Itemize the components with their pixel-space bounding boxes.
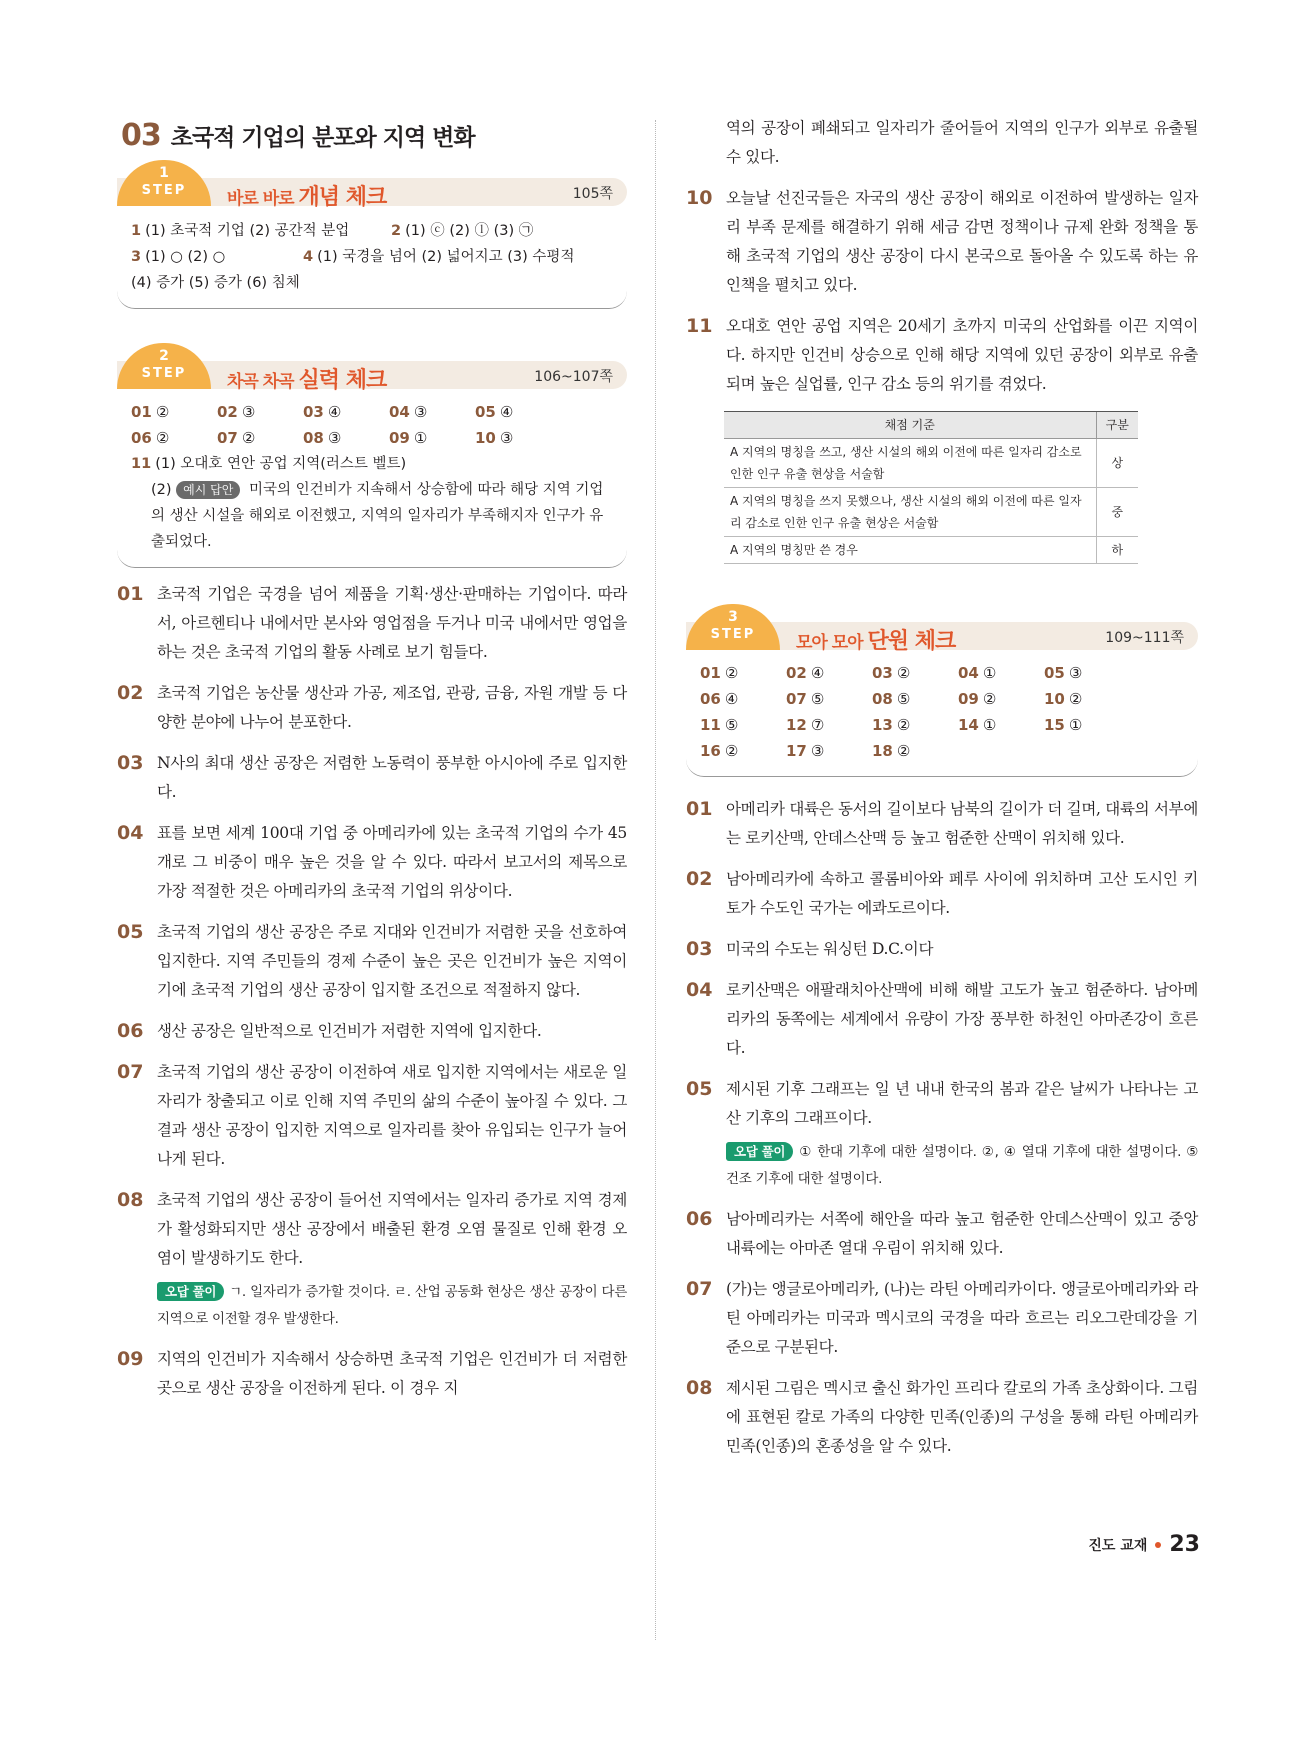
step3-title: [796, 624, 955, 655]
wrong-answer-text: ㄱ. 일자리가 증가할 것이다. ㄹ. 산업 공동화 현상은 생산 공장이 다른 지역으로 이전할 경우 발생한다.: [157, 1284, 627, 1327]
left-column: [117, 118, 627, 1403]
answer-item: [700, 738, 786, 764]
explanation-item: [686, 865, 1198, 923]
answer-value: ②: [896, 664, 911, 682]
explanation-item: [686, 1275, 1198, 1362]
item-text: [157, 679, 627, 737]
answer-item: [786, 712, 872, 738]
answer-number: 03: [872, 664, 893, 682]
step3-label: STEP: [710, 627, 756, 642]
answer-item: [217, 399, 303, 425]
answer-item: [391, 218, 533, 244]
answer-number: 08: [872, 690, 893, 708]
step2-title-prefix: 차곡 차곡: [227, 372, 294, 392]
item-number: 04: [686, 979, 713, 1001]
answer-text: (4) 증가 (5) 증가 (6) 침체: [131, 275, 300, 291]
step2-answer-grid: [131, 399, 617, 451]
item-number: 06: [117, 1020, 144, 1042]
answer-item: [131, 399, 217, 425]
step1-answers: [117, 206, 627, 309]
answer-number: 12: [786, 716, 807, 734]
answer-item: [131, 244, 303, 270]
page-footer: [1088, 1532, 1200, 1557]
step1-label: STEP: [141, 183, 187, 198]
item-number: 06: [686, 1208, 713, 1230]
step3-number: 3: [728, 609, 738, 625]
answer-line: [131, 218, 617, 244]
blank-number: [686, 114, 726, 172]
answer-item: [131, 218, 391, 244]
item-body: 남아메리카는 서쪽에 해안을 따라 높고 험준한 안데스산맥이 있고 중앙 내륙에는 아마존 열대 우림이 위치해 있다.: [726, 1210, 1198, 1257]
explanation-item: [686, 976, 1198, 1063]
step2-badge: [117, 343, 211, 389]
answer-value: ④: [810, 664, 825, 682]
example-answer-tag: 예시 답안: [176, 481, 240, 499]
answer-number: 14: [958, 716, 979, 734]
item-body: N사의 최대 생산 공장은 저렴한 노동력이 풍부한 아시아에 주로 입지한다.: [157, 754, 627, 801]
answer-number: 07: [217, 429, 238, 447]
item-number: 03: [117, 752, 144, 774]
item-text: [726, 795, 1198, 853]
grading-grade: 하: [1096, 537, 1138, 564]
grading-header-grade: 구분: [1096, 412, 1138, 439]
answer-number: 2: [391, 223, 402, 239]
item-body: 제시된 그림은 멕시코 출신 화가인 프리다 칼로의 가족 초상화이다. 그림에 표현된 칼로 가족의 다양한 민족(인종)의 구성을 통해 라틴 아메리카 민족(인종)의 혼종성을 알 수 있다.: [726, 1379, 1198, 1455]
answer-item: [872, 660, 958, 686]
answer-number: 3: [131, 249, 142, 265]
left-explanations: [117, 580, 627, 1403]
item-text: [157, 1186, 627, 1333]
answer-text: (1) 초국적 기업 (2) 공간적 분업: [145, 223, 350, 239]
item-number: 01: [686, 798, 713, 820]
step1-number: 1: [159, 165, 169, 181]
step3-title-bold: 단원 체크: [867, 629, 956, 654]
answer-value: ①: [1068, 716, 1083, 734]
wrong-answer-note: [726, 1139, 1198, 1193]
wrong-answer-note: [157, 1279, 627, 1333]
item-number: 05: [117, 921, 144, 943]
item-text: [726, 976, 1198, 1063]
step3-page: 109~111쪽: [1105, 630, 1184, 646]
answer-item: [131, 425, 217, 451]
explanation-item: [117, 918, 627, 1005]
answer-number: 09: [389, 429, 410, 447]
answer-value: ③: [1068, 664, 1083, 682]
answer-number: 06: [131, 429, 152, 447]
answer-text: (1) ⓒ (2) ⓛ (3) ㉠: [405, 223, 534, 239]
step3-box: [686, 609, 1198, 777]
answer-number: 02: [217, 403, 238, 421]
answer-item: [475, 399, 561, 425]
q11-line1: [131, 451, 617, 477]
item-body: 아메리카 대륙은 동서의 길이보다 남북의 길이가 더 길며, 대륙의 서부에는 로키산맥, 안데스산맥 등 높고 험준한 산맥이 위치해 있다.: [726, 800, 1198, 847]
answer-item: [217, 425, 303, 451]
step1-title-prefix: 바로 바로: [227, 189, 294, 209]
answer-number: 05: [475, 403, 496, 421]
item-text: [726, 184, 1198, 300]
answer-value: ⑤: [724, 716, 739, 734]
item-number: 07: [117, 1061, 144, 1083]
item-text: [157, 819, 627, 906]
answer-number: 16: [700, 742, 721, 760]
item-body: 남아메리카에 속하고 콜롬비아와 페루 사이에 위치하며 고산 도시인 키토가 수도인 국가는 에콰도르이다.: [726, 870, 1198, 917]
step2-header: [117, 348, 627, 393]
right-explanations: [686, 184, 1198, 399]
answer-item: [700, 660, 786, 686]
footer-label: 진도 교재: [1088, 1537, 1148, 1554]
answer-item: [389, 399, 475, 425]
item-number: 09: [117, 1348, 144, 1370]
item-body: 초국적 기업은 국경을 넘어 제품을 기획·생산·판매하는 기업이다. 따라서, 아르헨티나 내에서만 본사와 영업점을 두거나 미국 내에서만 영업을 하는 것은 초국적 기업의 활동 사례로 보기 힘들다.: [157, 585, 627, 661]
wrong-answer-tag: 오답 풀이: [726, 1142, 793, 1161]
answer-number: 17: [786, 742, 807, 760]
item-body: 지역의 인건비가 지속해서 상승하면 초국적 기업은 인건비가 더 저렴한 곳으로 생산 공장을 이전하게 된다. 이 경우 지: [157, 1350, 627, 1397]
item-number: 07: [686, 1278, 713, 1300]
answer-value: ②: [724, 664, 739, 682]
continued-item: [686, 114, 1198, 172]
answer-item: [303, 244, 574, 270]
answer-number: 02: [786, 664, 807, 682]
item-number: 01: [117, 583, 144, 605]
explanation-item: [117, 679, 627, 737]
item-number: 04: [117, 822, 144, 844]
table-row: [724, 488, 1138, 537]
item-body: 초국적 기업의 생산 공장은 주로 지대와 인건비가 저렴한 곳을 선호하여 입지한다. 지역 주민들의 경제 수준이 높은 곳은 인건비가 높은 지역이기에 초국적 기업의 생산 공장이 입지할 조건으로 적절하지 않다.: [157, 923, 627, 999]
explanation-item: [117, 819, 627, 906]
answer-value: ③: [810, 742, 825, 760]
explanation-item: [117, 1186, 627, 1333]
explanation-item: [686, 1374, 1198, 1461]
step2-label: STEP: [141, 366, 187, 381]
explanation-item: [117, 1017, 627, 1046]
right-explanations-2: [686, 795, 1198, 1461]
explanation-item: [117, 580, 627, 667]
answer-value: ②: [155, 429, 170, 447]
grading-header-criteria: 채점 기준: [724, 412, 1096, 439]
item-number: 02: [117, 682, 144, 704]
answer-number: 04: [958, 664, 979, 682]
table-row: [724, 439, 1138, 488]
answer-item: [786, 686, 872, 712]
continued-text: 역의 공장이 폐쇄되고 일자리가 줄어들어 지역의 인구가 외부로 유출될 수 있다.: [726, 119, 1198, 166]
step3-header: [686, 609, 1198, 654]
answer-value: ⑦: [810, 716, 825, 734]
answer-number: 01: [700, 664, 721, 682]
answer-value: ②: [724, 742, 739, 760]
explanation-item: [686, 184, 1198, 300]
item-text: [726, 1205, 1198, 1263]
grading-table: [724, 411, 1138, 564]
answer-number: 04: [389, 403, 410, 421]
step2-answers: [117, 389, 627, 568]
item-body: 초국적 기업은 농산물 생산과 가공, 제조업, 관광, 금융, 자원 개발 등 다양한 분야에 나누어 분포한다.: [157, 684, 627, 731]
item-body: 초국적 기업의 생산 공장이 이전하여 새로 입지한 지역에서는 새로운 일자리가 창출되고 이로 인해 지역 주민의 삶의 수준이 높아질 수 있다. 그 결과 생산 공장이 입지한 지역으로 일자리를 찾아 유입되는 인구가 늘어나게 된다.: [157, 1063, 627, 1168]
answer-value: ③: [327, 429, 342, 447]
item-text: [157, 1058, 627, 1174]
answer-value: ②: [982, 690, 997, 708]
q11-sub-prefix: (2): [151, 482, 172, 498]
answer-number: 4: [303, 249, 314, 265]
wrong-answer-tag: 오답 풀이: [157, 1282, 224, 1301]
explanation-item: [686, 1075, 1198, 1193]
q11-answer-2: 미국의 인건비가 지속해서 상승함에 따라 해당 지역 기업의 생산 시설을 해외로 이전했고, 지역의 일자리가 부족해지자 인구가 유출되었다.: [151, 482, 604, 550]
explanation-item: [686, 935, 1198, 964]
answer-number: 10: [1044, 690, 1065, 708]
step1-box: [117, 165, 627, 309]
answer-value: ③: [413, 403, 428, 421]
item-text: [726, 1075, 1198, 1193]
item-text: [157, 749, 627, 807]
explanation-item: [686, 1205, 1198, 1263]
step1-page: 105쪽: [572, 186, 613, 202]
grading-grade: 중: [1096, 488, 1138, 537]
q11-answer-1: (1) 오대호 연안 공업 지역(러스트 벨트): [155, 456, 407, 472]
answer-text: (1) 국경을 넘어 (2) 넓어지고 (3) 수평적: [317, 249, 575, 265]
item-text: [157, 580, 627, 667]
item-number: 08: [117, 1189, 144, 1211]
item-body: 미국의 수도는 워싱턴 D.C.이다: [726, 940, 934, 958]
grading-grade: 상: [1096, 439, 1138, 488]
answer-item: [958, 686, 1044, 712]
step1-title: [227, 180, 386, 211]
step3-title-prefix: 모아 모아: [796, 633, 863, 653]
bullet-icon: [1155, 1542, 1161, 1548]
item-text: [157, 1345, 627, 1403]
column-divider: [655, 120, 656, 1640]
answer-item: [786, 738, 872, 764]
answer-number: 15: [1044, 716, 1065, 734]
step2-title-bold: 실력 체크: [298, 368, 387, 393]
item-text: [157, 918, 627, 1005]
item-number: 02: [686, 868, 713, 890]
answer-number: 05: [1044, 664, 1065, 682]
answer-value: ⑤: [896, 690, 911, 708]
item-body: 로키산맥은 애팔래치아산맥에 비해 해발 고도가 높고 험준하다. 남아메리카의 동쪽에는 세계에서 유량이 가장 풍부한 하천인 아마존강이 흐른다.: [726, 981, 1198, 1057]
answer-item: [700, 686, 786, 712]
answer-value: ③: [499, 429, 514, 447]
answer-line: [131, 244, 617, 270]
answer-number: 13: [872, 716, 893, 734]
item-text: [726, 312, 1198, 399]
item-body: 생산 공장은 일반적으로 인건비가 저렴한 지역에 입지한다.: [157, 1022, 542, 1040]
answer-value: ①: [413, 429, 428, 447]
answer-number: 11: [700, 716, 721, 734]
answer-number: 10: [475, 429, 496, 447]
step3-answers: [686, 650, 1198, 777]
q11-number: 11: [131, 456, 152, 472]
step1-badge: [117, 160, 211, 206]
step3-badge: [686, 604, 780, 650]
answer-text: (1) ○ (2) ○: [145, 249, 226, 265]
section-number: 03: [121, 118, 161, 153]
item-body: 초국적 기업의 생산 공장이 들어선 지역에서는 일자리 증가로 지역 경제가 활성화되지만 생산 공장에서 배출된 환경 오염 물질로 인해 환경 오염이 발생하기도 한다.: [157, 1191, 627, 1267]
step1-title-bold: 개념 체크: [298, 185, 387, 210]
answer-item: [872, 686, 958, 712]
answer-item: [786, 660, 872, 686]
answer-item: [389, 425, 475, 451]
q11-line2: [131, 477, 617, 555]
grading-criteria: A 지역의 명칭을 쓰지 못했으나, 생산 시설의 해외 이전에 따른 일자리 감소로 인한 인구 유출 현상은 서술함: [724, 488, 1096, 537]
wrong-answer-text: ① 한대 기후에 대한 설명이다. ②, ④ 열대 기후에 대한 설명이다. ⑤ 건조 기후에 대한 설명이다.: [726, 1144, 1198, 1187]
right-column: [686, 118, 1198, 1461]
item-body: (가)는 앵글로아메리카, (나)는 라틴 아메리카이다. 앵글로아메리카와 라틴 아메리카는 미국과 멕시코의 국경을 따라 흐르는 리오그란데강을 기준으로 구분된다.: [726, 1280, 1198, 1356]
explanation-item: [117, 749, 627, 807]
answer-value: ④: [327, 403, 342, 421]
answer-number: 18: [872, 742, 893, 760]
answer-item: [303, 425, 389, 451]
item-number: 05: [686, 1078, 713, 1100]
item-text: [726, 1374, 1198, 1461]
answer-number: 03: [303, 403, 324, 421]
answer-value: ②: [1068, 690, 1083, 708]
section-title: 초국적 기업의 분포와 지역 변화: [170, 125, 475, 151]
item-body: 오늘날 선진국들은 자국의 생산 공장이 해외로 이전하여 발생하는 일자리 부족 문제를 해결하기 위해 세금 감면 정책이나 규제 완화 정책을 통해 초국적 기업의 생산 공장이 다시 본국으로 돌아올 수 있도록 하는 유인책을 펼치고 있다.: [726, 189, 1198, 294]
explanation-item: [686, 795, 1198, 853]
section-heading: [121, 118, 627, 158]
step2-number: 2: [159, 348, 169, 364]
answer-item: [700, 712, 786, 738]
answer-item: [872, 712, 958, 738]
answer-item: [1044, 660, 1130, 686]
answer-value: ④: [499, 403, 514, 421]
explanation-item: [117, 1058, 627, 1174]
step3-answer-grid: [700, 660, 1188, 764]
page-number: 23: [1169, 1532, 1200, 1557]
answer-value: ②: [896, 742, 911, 760]
item-body: 표를 보면 세계 100대 기업 중 아메리카에 있는 초국적 기업의 수가 45개로 그 비중이 매우 높은 것을 알 수 있다. 따라서 보고서의 제목으로 가장 적절한 것은 아메리카의 초국적 기업의 위상이다.: [157, 824, 627, 900]
answer-item: [1044, 686, 1130, 712]
item-text: [726, 865, 1198, 923]
answer-number: 07: [786, 690, 807, 708]
grading-criteria: A 지역의 명칭을 쓰고, 생산 시설의 해외 이전에 따른 일자리 감소로 인한 인구 유출 현상을 서술함: [724, 439, 1096, 488]
item-body: 제시된 기후 그래프는 일 년 내내 한국의 봄과 같은 날씨가 나타나는 고산 기후의 그래프이다.: [726, 1080, 1198, 1127]
step1-header: [117, 165, 627, 210]
answer-item: [475, 425, 561, 451]
answer-value: ⑤: [810, 690, 825, 708]
answer-item: [958, 660, 1044, 686]
item-number: 08: [686, 1377, 713, 1399]
table-row: [724, 537, 1138, 564]
answer-number: 08: [303, 429, 324, 447]
answer-value: ①: [982, 664, 997, 682]
answer-value: ④: [724, 690, 739, 708]
answer-item: [872, 738, 958, 764]
answer-value: ①: [982, 716, 997, 734]
step2-box: [117, 348, 627, 568]
step2-title: [227, 363, 386, 394]
answer-line: [131, 270, 617, 296]
explanation-item: [686, 312, 1198, 399]
answer-value: ②: [155, 403, 170, 421]
answer-value: ③: [241, 403, 256, 421]
item-number: 03: [686, 938, 713, 960]
answer-item: [303, 399, 389, 425]
answer-number: 01: [131, 403, 152, 421]
answer-value: ②: [241, 429, 256, 447]
item-number: 10: [686, 187, 713, 209]
answer-number: 09: [958, 690, 979, 708]
explanation-item: [117, 1345, 627, 1403]
item-text: [157, 1017, 627, 1046]
answer-number: 06: [700, 690, 721, 708]
answer-item: [1044, 712, 1130, 738]
answer-value: ②: [896, 716, 911, 734]
step2-page: 106~107쪽: [534, 369, 613, 385]
item-text: [726, 935, 1198, 964]
answer-number: 1: [131, 223, 142, 239]
item-text: [726, 1275, 1198, 1362]
grading-criteria: A 지역의 명칭만 쓴 경우: [724, 537, 1096, 564]
answer-item: [958, 712, 1044, 738]
item-body: 오대호 연안 공업 지역은 20세기 초까지 미국의 산업화를 이끈 지역이다. 하지만 인건비 상승으로 인해 해당 지역에 있던 공장이 외부로 유출되며 높은 실업률, 인구 감소 등의 위기를 겪었다.: [726, 317, 1198, 393]
item-number: 11: [686, 315, 713, 337]
